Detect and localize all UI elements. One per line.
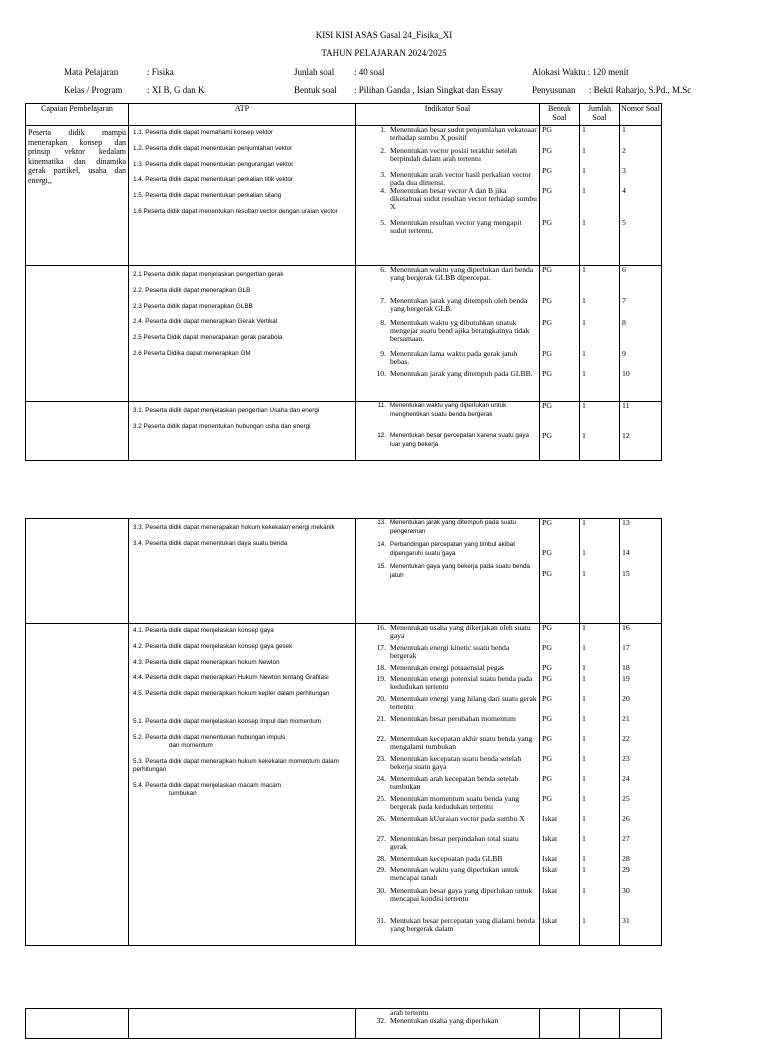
atp-item: 4.1. Peserta didik dapat menjelaskan konsep gaya [133, 627, 274, 634]
jumlah-soal-value: : 40 soal [354, 67, 385, 77]
atp-item: 3.4. Peserta didik dapat menentukan daya suatu benda [133, 539, 288, 547]
jumlah-cell: 1 [582, 663, 586, 672]
indikator-item: 23. Menentukan kecepatan suatu benda setelah bekerja suatu gaya [376, 754, 522, 771]
indikator-item: 32. Menentukan usaha yang diperlukan [376, 1016, 499, 1025]
nomor-cell: 17 [622, 643, 630, 652]
bentuk-cell: PG [542, 774, 552, 783]
indikator-item: 12. Menentukan besar percepatan karena suatu gaya luar yang bekerja [377, 432, 529, 448]
indikator-item: 11. Menentukan waktu yang diperlukan untuk menghentikan suatu benda bergerak [377, 402, 507, 418]
indikator-list [356, 126, 539, 239]
indikator-item: 2. Menentukan vector posisi terakhir setelah berpindah dalam arah tertentu [380, 146, 517, 163]
nomor-cell: 2 [622, 146, 626, 155]
atp-item: 1.4. Peserta didik dapat menentukan perkalian titik vektor [133, 176, 293, 184]
atp-item: 2.4. Peserta didik dapat menerapkan Gerak Vertikal [133, 318, 278, 326]
nomor-cell: 19 [622, 674, 630, 683]
bentuk-cell: Iskat [542, 834, 558, 843]
nomor-cell: 13 [622, 518, 630, 527]
bentuk-cell: PG [542, 714, 552, 723]
kelas-label: Kelas / Program [64, 85, 123, 95]
jumlah-cell: 1 [582, 569, 586, 578]
indikator-item: 21. Menentukan besar perubahan momentum [376, 714, 516, 723]
header-nomor: Nomor Soal [620, 104, 662, 126]
bentuk-soal-label: Bentuk soal [294, 85, 337, 95]
indikator-item: 17. Menentukan energi kinetic suatu benda bergerak [376, 643, 510, 660]
indikator-item: 19. Menentukan energi potensial suatu benda pada kedudukan tertentu [376, 674, 533, 691]
bentuk-cell: Iskat [542, 814, 558, 823]
jumlah-cell: 1 [582, 218, 586, 227]
indikator-item: 8. Menentukan waktu yg dibutuhkan unatuk mengejar suatu bend ajika berangkatnya tidak bersamaan. [380, 318, 530, 343]
bentuk-cell: PG [542, 166, 552, 175]
nomor-cell: 10 [622, 369, 630, 378]
indikator-item: 3. Menentukan arah vector hasil perkalian vector pada dua dimensi. [380, 170, 532, 187]
atp-item: 3.1. Peserta didik dapat menjelaskan pengertian Usaha dan energi [133, 407, 320, 414]
indikator-item: 13. Menentukan jarak yang ditempuh pada suatu pengereman [377, 519, 517, 535]
bentuk-cell: PG [542, 694, 552, 703]
jumlah-cell: 1 [582, 714, 586, 723]
header-cp: Capaian Pembelajaran [26, 104, 129, 126]
bentuk-cell: PG [542, 349, 552, 358]
atp-item: 1.3. Peserta didik dapat menentukan pengurangan vektor [133, 160, 294, 168]
nomor-cell: 24 [622, 774, 630, 783]
bentuk-cell: Iskat [542, 916, 558, 925]
indikator-item: 27. Menentukan besar perpindahan total suatu gerak [376, 834, 519, 851]
jumlah-cell: 1 [582, 318, 586, 327]
alokasi-waktu: Alokasi Waktu : 120 menit [532, 67, 629, 77]
bentuk-cell: PG [542, 548, 552, 557]
bentuk-cell: PG [542, 754, 552, 763]
jumlah-list [580, 624, 619, 935]
indikator-item: 22. Menentukan kecepatan akhir suatu benda yang mengalami tumbukan [376, 734, 533, 751]
bentuk-cell: Iskat [542, 854, 558, 863]
bentuk-cell: PG [542, 296, 552, 305]
atp-item: 4.5. Peserta didik dapat menerapkan hukum kepler dalam perhitungan [133, 690, 330, 698]
jumlah-cell: 1 [582, 296, 586, 305]
table-row [26, 126, 662, 266]
nomor-cell: 3 [622, 166, 626, 175]
atp-list [129, 266, 355, 358]
nomor-cell: 4 [622, 186, 626, 195]
jumlah-cell: 1 [582, 125, 586, 134]
bentuk-cell: Iskat [542, 865, 558, 874]
penyusun-value: : Bekti Raharjo, S.Pd., M.Sc [589, 85, 692, 95]
bentuk-cell: PG [542, 518, 552, 527]
nomor-cell: 27 [622, 834, 630, 843]
jumlah-cell: 1 [582, 774, 586, 783]
jumlah-cell: 1 [582, 916, 586, 925]
atp-item: 2.3 Peserta didik dapat menerapkan GLBB [133, 302, 253, 310]
atp-item: 1.2. Peserta didik dapat menentukan penjumlahan vektor [133, 144, 293, 152]
jumlah-cell: 1 [582, 754, 586, 763]
atp-list [129, 402, 355, 431]
indikator-list [356, 402, 539, 452]
atp-item: 4.3. Peserta didik dapat menerapkan hokum Newton [133, 658, 280, 666]
atp-item: dan momentum [169, 741, 213, 749]
indikator-item: 14. Perbandingan percepatan yang timbul akibat dipengaruhi suatu gaya [377, 541, 515, 557]
nomor-cell: 20 [622, 694, 630, 703]
jumlah-list [580, 266, 619, 390]
nomor-cell: 25 [622, 794, 630, 803]
bentuk-cell: Iskat [542, 886, 558, 895]
bentuk-list [540, 266, 579, 390]
atp-item: 5.2. Peserta didik dapat menentukan hubungan impuls [133, 733, 286, 741]
document-subtitle: TAHUN PELAJARAN 2024/2025 [321, 48, 447, 58]
atp-item: 5.1. Peserta didik dapat menjelaskan konsep Impul dan momentum [133, 718, 321, 726]
jumlah-list [580, 519, 619, 590]
indikator-list [356, 266, 539, 390]
nomor-cell: 1 [622, 125, 626, 134]
indikator-item: 5. Menentukan resultan vector yang mengapit sudut tertentu. [380, 218, 522, 235]
bentuk-cell: PG [542, 186, 552, 195]
atp-item: 2.6 Peserta Didika dapat menerapkan GM [133, 349, 251, 357]
table-row [26, 402, 662, 461]
header-bentuk: Bentuk Soal [540, 104, 580, 126]
indikator-item: 24. Menentukan arah kecepatan benda setelah tumbukan [376, 774, 519, 791]
bentuk-cell: PG [542, 218, 552, 227]
bentuk-cell: PG [542, 431, 552, 440]
atp-list [129, 624, 355, 798]
jumlah-cell: 1 [582, 854, 586, 863]
table-row [26, 266, 662, 402]
nomor-cell: 16 [622, 623, 630, 632]
nomor-cell: 12 [622, 431, 630, 440]
atp-item: 4.2. Peserta didik dapat menjelaskan konsep gaya gesek [133, 642, 293, 650]
nomor-cell: 9 [622, 349, 626, 358]
bentuk-list [540, 624, 579, 935]
nomor-cell: 30 [622, 886, 630, 895]
indikator-item: 16. Menentukan usaha yang dikerjakan oleh suatu gaya [376, 623, 531, 640]
indikator-list [356, 624, 539, 935]
atp-item: 1.1. Peserta didik dapat memahami konsep vektor [133, 129, 274, 136]
nomor-cell: 31 [622, 916, 630, 925]
jumlah-cell: 1 [582, 794, 586, 803]
kelas-value: : XI B, G dan K [147, 85, 205, 95]
nomor-list [620, 126, 661, 239]
jumlah-list [580, 126, 619, 239]
jumlah-cell: 1 [582, 734, 586, 743]
capaian-pembelajaran: Peserta didik mampu menerapkan konsep dan prinsip vektor kedalam kinematika dan dinamika gerak partikel, usaha dan energi,, [28, 128, 126, 185]
indikator-item: 28. Menentukan kecepoatan pada GLBB [376, 854, 503, 863]
atp-item: 1.5. Peserta didik dapat menentukan perkalian silang [133, 192, 282, 200]
jumlah-cell: 1 [582, 886, 586, 895]
indikator-item: 9. Menentukan lama waktu pada gerak jatuh bebas. [380, 349, 518, 366]
indikator-list [356, 1009, 539, 1025]
indikator-item: arah tertentu [390, 1008, 429, 1017]
bentuk-cell: PG [542, 125, 552, 134]
nomor-cell: 22 [622, 734, 630, 743]
jumlah-cell: 1 [582, 146, 586, 155]
bentuk-cell: PG [542, 569, 552, 578]
jumlah-cell: 1 [582, 694, 586, 703]
table-row [26, 624, 662, 946]
jumlah-soal-label: Junlah soal [294, 67, 335, 77]
nomor-cell: 7 [622, 296, 626, 305]
atp-item: 3.3. Peserta didik dapat menerapakan hokum kekekalan energi mekanik [133, 524, 335, 531]
atp-list [129, 519, 355, 548]
jumlah-list [580, 402, 619, 452]
indikator-item: 18. Menentukan energi potaaensial pegas [376, 663, 504, 672]
nomor-cell: 18 [622, 663, 630, 672]
jumlah-cell: 1 [582, 349, 586, 358]
indikator-item: 7. Menentukan jarak yang ditempuh oleh benda yang bergerak GLB. [380, 296, 528, 313]
table-row [26, 519, 662, 624]
bentuk-soal-value: : Pilihan Ganda , Isian Singkat dan Essay [354, 85, 503, 95]
atp-item: 4.4. Peserta didik dapat menerapkan Hukum Newton tentang Grafitasi [133, 674, 329, 682]
bentuk-list [540, 402, 579, 452]
jumlah-cell: 1 [582, 186, 586, 195]
bentuk-cell: PG [542, 794, 552, 803]
document-title: KISI KISI ASAS Gasal 24_Fisika_XI [315, 30, 453, 40]
jumlah-cell: 1 [582, 865, 586, 874]
atp-item: 2.1 Peserta didik dapat menjelaskan pengertian gerak [133, 271, 284, 278]
atp-item: 2.5 Peserta Didik dapat menerapakan gerak parabola [133, 334, 283, 342]
atp-item: 1.6 Peserta didik dapat menentukan resultan vector dengan uraian vector [133, 207, 338, 215]
indikator-item: 4. Menentukan besar vector A dan B jika diketahuai sudut resultan vector terhadap sumbu X [380, 186, 537, 211]
bentuk-list [540, 126, 579, 239]
jumlah-cell: 1 [582, 548, 586, 557]
kisi-table-page2 [25, 518, 662, 946]
jumlah-cell: 1 [582, 834, 586, 843]
nomor-cell: 29 [622, 865, 630, 874]
bentuk-cell: PG [542, 369, 552, 378]
jumlah-cell: 1 [582, 623, 586, 632]
indikator-item: 15. Menentukan gaya yang bekerja pada suatu benda jatuh [377, 563, 531, 579]
jumlah-cell: 1 [582, 401, 586, 410]
jumlah-cell: 1 [582, 518, 586, 527]
indikator-item: 26. Menentukan kUuraian vector pada sumbu X [376, 814, 525, 823]
jumlah-cell: 1 [582, 369, 586, 378]
jumlah-cell: 1 [582, 265, 586, 274]
bentuk-list [540, 519, 579, 590]
nomor-cell: 28 [622, 854, 630, 863]
jumlah-cell: 1 [582, 166, 586, 175]
bentuk-cell: PG [542, 401, 552, 410]
bentuk-cell: PG [542, 734, 552, 743]
bentuk-cell: PG [542, 674, 552, 683]
nomor-list [620, 624, 661, 935]
indikator-item: 10. Menentukan jarak yang ditempuh pada GLBB. [376, 369, 533, 378]
nomor-cell: 11 [622, 401, 630, 410]
nomor-list [620, 519, 661, 590]
header-atp: ATP [129, 104, 356, 126]
mapel-label: Mata Pelajaran [64, 67, 119, 77]
bentuk-cell: PG [542, 663, 552, 672]
jumlah-cell: 1 [582, 814, 586, 823]
atp-item: 5.4. Peserta didik dapat menjelaskan macam macam [133, 781, 282, 789]
jumlah-cell: 1 [582, 643, 586, 652]
nomor-list [620, 402, 661, 452]
bentuk-cell: PG [542, 265, 552, 274]
bentuk-cell: PG [542, 643, 552, 652]
nomor-cell: 5 [622, 218, 626, 227]
penyusun-label: Penyusunan [532, 85, 576, 95]
nomor-cell: 8 [622, 318, 626, 327]
header-jumlah: Jumlah Soal [580, 104, 620, 126]
atp-item: 5.3. Peserta didik dapat menerapkan hukum kekekalan momentum dalam perhitungan [133, 757, 339, 773]
bentuk-cell: PG [542, 623, 552, 632]
nomor-list [620, 266, 661, 390]
nomor-cell: 14 [622, 548, 630, 557]
indikator-list [356, 519, 539, 585]
indikator-item: 25. Menentukan momentum suatu benda yang bergerak pada kedudukan tertentu [376, 794, 520, 811]
indikator-item: 29. Menentukan waktu yang diperlukan untuk mencapai tanah [376, 865, 519, 882]
indikator-item: 20. Menentukan energi yang hilang dari suatu gerak tertentu [376, 694, 537, 711]
kisi-table-page1 [25, 103, 662, 461]
atp-list [129, 126, 355, 216]
header-indikator: Indikator Soal [356, 104, 540, 126]
nomor-cell: 6 [622, 265, 626, 274]
bentuk-cell: PG [542, 318, 552, 327]
jumlah-cell: 1 [582, 431, 586, 440]
indikator-item: 30. Menentukan besar gaya yang diperlukan untuk mencapai kondisi tertentu [376, 886, 533, 903]
nomor-cell: 15 [622, 569, 630, 578]
nomor-cell: 21 [622, 714, 630, 723]
nomor-cell: 23 [622, 754, 630, 763]
indikator-item: 31. Mentukan besar percepatan yang dialami benda yang bergerak dalam [376, 916, 535, 933]
indikator-item: 6. Menentukan waktu yang diperlukan dari benda yang bergerak GLBB dipercepat. [380, 265, 534, 282]
nomor-cell: 26 [622, 814, 630, 823]
atp-item: 2.2. Peserta didik dapat menerapkan GLB [133, 286, 251, 294]
atp-item: 3.2 Peserta didik dapat menentukan hubungan usha dan energi [133, 422, 311, 430]
mapel-value: : Fisika [147, 67, 174, 77]
bentuk-cell: PG [542, 146, 552, 155]
indikator-item: 1. Menentukan besar sudut penjumlahan vekatoaar terhadap sumbu X positif [380, 125, 537, 142]
jumlah-cell: 1 [582, 674, 586, 683]
atp-item: tumbukan [169, 789, 197, 797]
